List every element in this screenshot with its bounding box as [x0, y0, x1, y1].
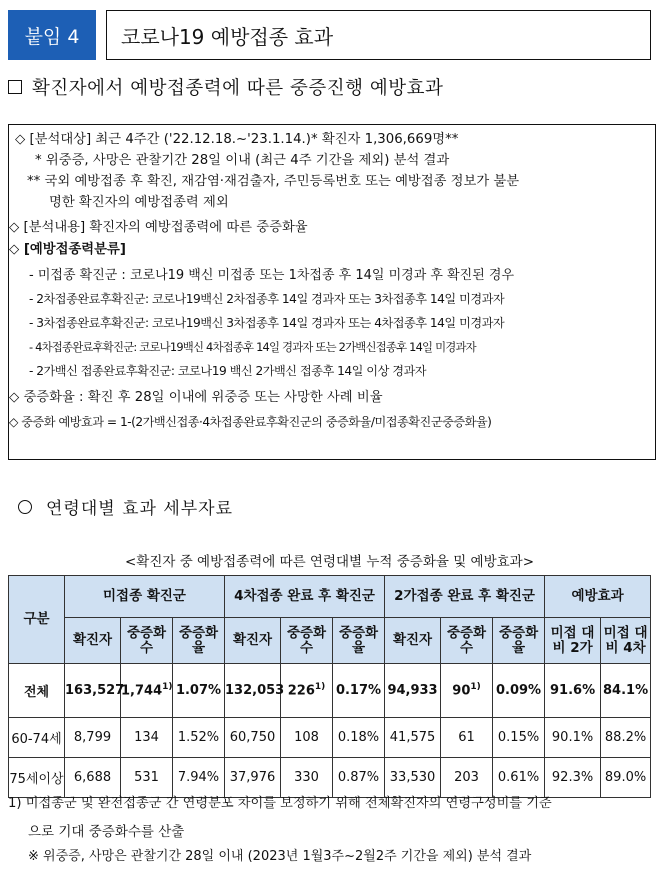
sub-header: 중증화율 — [333, 618, 385, 664]
table-cell — [601, 758, 651, 798]
age-effect-table — [8, 575, 651, 798]
row-label: 60-74세 — [9, 718, 65, 758]
table-cell — [493, 718, 545, 758]
table-cell — [493, 664, 545, 718]
cell-value: 0.15% — [497, 730, 540, 745]
table-cell — [65, 664, 125, 718]
sub-header: 중증화수 — [281, 618, 333, 664]
table-cell — [385, 718, 441, 758]
cell-value: 132,053 — [225, 683, 285, 698]
group-header-unvaccinated: 미접종 확진군 — [65, 576, 225, 618]
group-header-bivalent: 2가접종 완료 후 확진군 — [385, 576, 545, 618]
cell-value: 8,799 — [73, 730, 112, 745]
sub-header: 미접 대비 2가 — [545, 618, 601, 664]
summary-line: - 2차접종완료후확진군: 코로나19백신 2차접종후 14일 경과자 또는 3차접종후 14일 미경과자 — [29, 292, 505, 306]
cell-value: 0.17% — [335, 683, 382, 698]
cell-value: 60,750 — [229, 730, 276, 745]
table-cell — [281, 718, 333, 758]
table-cell — [333, 664, 385, 718]
row-label: 전체 — [9, 664, 65, 718]
sub-header: 확진자 — [225, 618, 281, 664]
sub-header: 중증화수 — [441, 618, 493, 664]
summary-line: - 3차접종완료후확진군: 코로나19백신 3차접종후 14일 경과자 또는 4차접종후 14일 미경과자 — [29, 316, 505, 330]
summary-line: ◇ 중증화율 : 확진 후 28일 이내에 위중증 또는 사망한 사례 비율 — [9, 390, 383, 405]
sub-header: 확진자 — [65, 618, 121, 664]
cell-value: 0.18% — [337, 730, 380, 745]
table-cell — [225, 664, 285, 718]
cell-value: 92.3% — [551, 770, 594, 785]
header — [8, 10, 651, 60]
table-row — [9, 664, 651, 718]
subsection-title — [18, 494, 233, 519]
cell-value: 61 — [458, 730, 475, 745]
cell-value: 94,933 — [387, 683, 438, 698]
cell-value: 90.1% — [551, 730, 594, 745]
table-cell — [545, 664, 601, 718]
cell-value: 90 — [452, 683, 471, 699]
cell-value: 41,575 — [389, 730, 436, 745]
sub-header: 중증화율 — [173, 618, 225, 664]
cell-value: 163,527 — [65, 683, 125, 698]
summary-line: 명한 확진자의 예방접종력 제외 — [49, 195, 229, 210]
footnote-2: ※ 위중증, 사망은 관찰기간 28일 이내 (2023년 1월3주~2월2주 기간을 제외) 분석 결과 — [28, 849, 532, 864]
sub-header: 확진자 — [385, 618, 441, 664]
cell-value: 0.87% — [337, 770, 380, 785]
summary-line: ◇ [예방접종력분류] — [9, 242, 126, 257]
table-row — [9, 718, 651, 758]
summary-line: ◇ [분석내용] 확진자의 예방접종력에 따른 중증화율 — [9, 220, 308, 235]
cell-value: 1.52% — [177, 730, 220, 745]
footnote-mark: 1) — [470, 682, 481, 693]
summary-line: ◇ [분석대상] 최근 4주간 ('22.12.18.~'23.1.14.)* 확진자 1,306,669명** — [15, 132, 459, 147]
cell-value: 203 — [454, 770, 479, 785]
page-title: 코로나19 예방접종 효과 — [106, 10, 651, 60]
table-cell — [225, 718, 281, 758]
summary-line: - 2가백신 접종완료후확진군: 코로나19 백신 2가백신 접종후 14일 이상 경과자 — [29, 364, 427, 378]
row-label: 75세이상 — [9, 758, 65, 798]
table-cell — [601, 664, 651, 718]
sub-header: 중증화수 — [121, 618, 173, 664]
table-cell — [441, 664, 493, 718]
table-cell — [441, 718, 493, 758]
footnote-mark: 1) — [162, 682, 173, 693]
summary-line: - 미접종 확진군 : 코로나19 백신 미접종 또는 1차접종 후 14일 미경과 후 확진된 경우 — [29, 268, 515, 283]
table-cell — [545, 758, 601, 798]
footnote-1a: 1) 미접종군 및 완전접종군 간 연령분포 차이를 보정하기 위해 전체확진자의 연령구성비를 기준 — [8, 796, 552, 811]
table-cell — [281, 664, 333, 718]
table-cell — [121, 664, 173, 718]
cell-value: 330 — [294, 770, 319, 785]
cell-value: 89.0% — [604, 770, 647, 785]
cell-value: 91.6% — [550, 683, 596, 698]
cell-value: 33,530 — [389, 770, 436, 785]
cell-value: 37,976 — [229, 770, 276, 785]
group-header-4th-dose: 4차접종 완료 후 확진군 — [225, 576, 385, 618]
table-caption: <확진자 중 예방접종력에 따른 연령대별 누적 중증화율 및 예방효과> — [124, 554, 535, 570]
cell-value: 1,744 — [121, 683, 163, 699]
cell-value: 226 — [287, 683, 315, 699]
cell-value: 88.2% — [604, 730, 647, 745]
table-cell — [545, 718, 601, 758]
cell-value: 134 — [134, 730, 159, 745]
table-cell — [65, 718, 121, 758]
subsection-title-text: 연령대별 효과 세부자료 — [46, 499, 234, 519]
col-header-category: 구분 — [9, 576, 65, 664]
section-title-text: 확진자에서 예방접종력에 따른 중증진행 예방효과 — [32, 78, 444, 99]
cell-value: 531 — [134, 770, 159, 785]
cell-value: 0.09% — [495, 683, 542, 698]
group-header-effect: 예방효과 — [545, 576, 651, 618]
attachment-badge: 붙임 4 — [8, 10, 96, 60]
table-cell — [333, 718, 385, 758]
sub-header: 중증화율 — [493, 618, 545, 664]
table-cell — [173, 718, 225, 758]
cell-value: 108 — [294, 730, 319, 745]
section-title — [8, 74, 443, 100]
cell-value: 84.1% — [603, 683, 649, 698]
square-bullet-icon — [8, 80, 22, 94]
cell-value: 6,688 — [73, 770, 112, 785]
table-cell — [173, 664, 225, 718]
table-cell — [601, 718, 651, 758]
cell-value: 0.61% — [497, 770, 540, 785]
summary-line: ** 국외 예방접종 후 확진, 재감염·재검출자, 주민등록번호 또는 예방접종 정보가 불분 — [27, 174, 520, 189]
table-cell — [121, 718, 173, 758]
summary-line: ◇ 중증화 예방효과 = 1-(2가백신접종·4차접종완료후확진군의 중증화율/미접종확진군중증화율) — [9, 415, 492, 429]
sub-header: 미접 대비 4차 — [601, 618, 651, 664]
table-cell — [385, 664, 441, 718]
summary-box — [8, 124, 656, 460]
summary-line: * 위중증, 사망은 관찰기간 28일 이내 (최근 4주 기간을 제외) 분석 결과 — [35, 153, 450, 168]
summary-line: - 4차접종완료후확진군: 코로나19백신 4차접종후 14일 경과자 또는 2가백신접종후 14일 미경과자 — [29, 340, 476, 354]
circle-bullet-icon — [18, 500, 32, 514]
cell-value: 7.94% — [177, 770, 220, 785]
footnote-mark: 1) — [314, 682, 326, 693]
cell-value: 1.07% — [175, 683, 222, 698]
footnote-1b: 으로 기대 중증화수를 산출 — [28, 824, 185, 840]
